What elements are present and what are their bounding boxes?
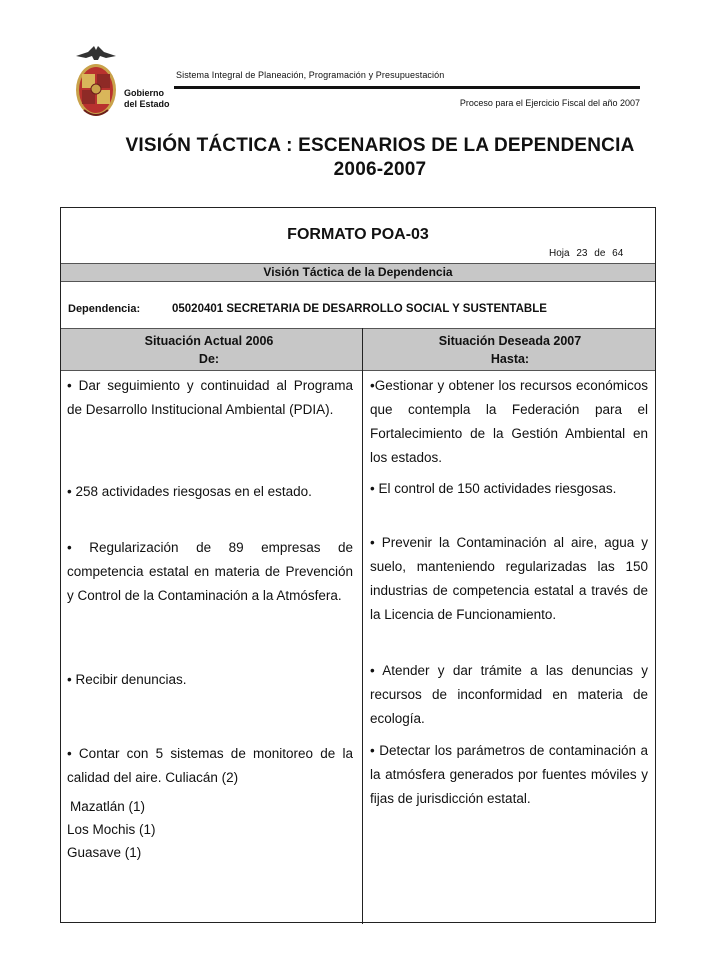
desired-situation-header — [362, 332, 658, 368]
desired-item-1: •Gestionar y obtener los recursos económicos que contempla la Federación para el Fortalecimiento de la Gestión Ambiental en los estados. — [370, 378, 648, 465]
desired-item-3: • Prevenir la Contaminación al aire, agua y suelo, manteniendo regularizadas las 150 industrias de competencia estatal a través de la Licencia de Funcionamiento. — [370, 535, 648, 622]
desired-situation-title: Situación Deseada 2007 — [438, 334, 582, 348]
dependency-label: Dependencia: — [68, 303, 141, 315]
column-headers — [61, 328, 655, 371]
government-label — [124, 88, 170, 110]
current-item-1: • Dar seguimiento y continuidad al Programa de Desarrollo Institucional Ambiental (PDIA). — [67, 378, 353, 417]
poa-form — [60, 207, 656, 923]
current-item-3: • Regularización de 89 empresas de competencia estatal en materia de Prevención y Control de la Contaminación a la Atmósfera. — [67, 540, 353, 603]
page-prefix: Hoja — [549, 248, 570, 259]
current-item-4: • Recibir denuncias. — [67, 672, 187, 687]
page-title — [60, 134, 700, 182]
government-label-line1: Gobierno — [124, 88, 164, 98]
desired-item-2: • El control de 150 actividades riesgosas. — [370, 481, 617, 496]
column-divider — [362, 328, 363, 924]
monitoring-city-1: Mazatlán (1) — [70, 799, 146, 814]
monitoring-city-2: Los Mochis (1) — [67, 822, 156, 837]
desired-situation-subtitle: Hasta: — [490, 352, 530, 366]
current-situation-header — [61, 332, 357, 368]
desired-item-4: • Atender y dar trámite a las denuncias y recursos de inconformidad en materia de ecología. — [370, 663, 648, 726]
page-title-line2: 2006-2007 — [333, 159, 427, 180]
fiscal-process-text: Proceso para el Ejercicio Fiscal del año 2007 — [459, 98, 640, 108]
system-title: Sistema Integral de Planeación, Programación y Presupuestación — [176, 70, 445, 80]
header-divider — [174, 86, 640, 89]
page-total: 64 — [612, 248, 624, 259]
page-of: de — [594, 248, 606, 259]
current-item-5: • Contar con 5 sistemas de monitoreo de la calidad del aire. Culiacán (2) — [67, 746, 353, 785]
current-item-2: • 258 actividades riesgosas en el estado. — [67, 484, 312, 499]
page-counter — [549, 248, 627, 259]
government-label-line2: del Estado — [124, 99, 170, 109]
desired-item-5: • Detectar los parámetros de contaminación a la atmósfera generados por fuentes móviles y fijas de jurisdicción estatal. — [370, 743, 648, 806]
page-title-line1: VISIÓN TÁCTICA : ESCENARIOS DE LA DEPENDENCIA — [125, 135, 635, 156]
dependency-value: 05020401 SECRETARIA DE DESARROLLO SOCIAL Y SUSTENTABLE — [172, 303, 547, 315]
format-title: FORMATO POA-03 — [287, 226, 429, 243]
current-situation-subtitle: De: — [198, 352, 220, 366]
state-coat-of-arms-logo — [72, 44, 120, 120]
section-band: Visión Táctica de la Dependencia — [61, 263, 655, 282]
page-current: 23 — [576, 248, 588, 259]
monitoring-city-3: Guasave (1) — [67, 845, 142, 860]
current-situation-title: Situación Actual 2006 — [144, 334, 274, 348]
